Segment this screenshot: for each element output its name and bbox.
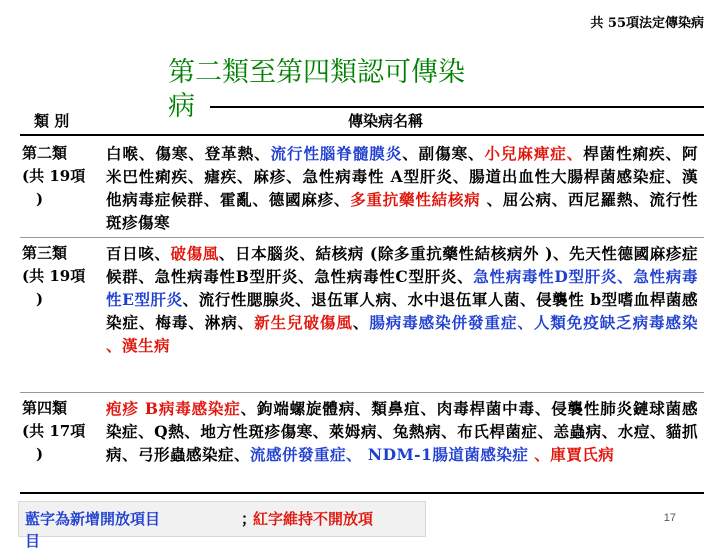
legend-blue-note-continued: 目: [25, 532, 41, 550]
disease-text-segment: 、流行性腮腺炎、退伍軍人病、水中退伍軍人菌、侵襲性 b型嗜血桿菌感染症、梅毒、淋病、: [106, 290, 698, 332]
legend-blue-note: 藍字為新增開放項目: [25, 510, 161, 528]
table-bottom-rule: [20, 492, 704, 494]
disease-text-segment: 流行性腦脊髓膜炎: [270, 144, 403, 163]
header-note: 共 55項法定傳染病: [590, 16, 704, 31]
column-header-disease-names: 傳染病名稱: [348, 112, 424, 130]
disease-text-segment: 小兒麻痺症、: [484, 144, 584, 163]
category-count-close: ): [36, 445, 44, 463]
column-header-category: 類 別: [34, 112, 70, 130]
disease-text-segment: 百日咳、: [106, 244, 171, 263]
disease-text-segment: 流感併發重症、 NDM-1腸道菌感染症: [250, 445, 535, 464]
disease-text-segment: 、鉤端螺旋體病、類鼻疽、肉毒桿菌中毒、侵襲性肺炎鏈球菌感染症、Q熱、地方性斑疹傷寒、萊姆病、兔熱病、布氏桿菌症、恙蟲病、水痘、貓抓病、弓形蟲感染症、: [106, 399, 698, 464]
legend-red-note: 紅字維持不開放項: [253, 510, 374, 528]
row-divider: [20, 392, 704, 393]
category-count-close: ): [36, 290, 44, 308]
title-line-1: 第二類至第四類認可傳染: [168, 57, 465, 88]
category-count: (共 19項: [22, 267, 86, 285]
category-count-close: ): [36, 190, 44, 208]
disease-text-segment: 白喉、傷寒、登革熱、: [106, 144, 271, 163]
disease-text-segment: 、日本腦炎、結核病 (除多重抗藥性結核病外 )、先天性德國麻疹症候群、急性病毒性B型肝炎、急性病毒性C型肝炎、: [106, 244, 698, 286]
disease-text-segment: 、副傷寒、: [402, 144, 485, 163]
category-count: (共 17項: [22, 422, 86, 440]
disease-text-segment: 破傷風: [170, 244, 219, 263]
category-4: [22, 397, 104, 466]
category-name: 第三類: [22, 244, 68, 262]
header-top-rule: [210, 106, 704, 108]
color-legend: [18, 501, 426, 550]
disease-text-segment: 新生兒破傷風: [254, 313, 353, 332]
row-divider: [20, 237, 704, 238]
disease-text-segment: 、屈公病、西尼羅熱、流行性斑疹傷寒: [106, 190, 698, 232]
disease-text-segment: 急性病毒性D型肝炎、急性病毒性E型肝炎: [106, 267, 698, 309]
disease-list-category-2: [106, 142, 698, 234]
disease-text-segment: 桿菌性痢疾、阿米巴性痢疾、瘧疾、麻疹、急性病毒性 A型肝炎、腸道出血性大腸桿菌感染症、漢他病毒症候群、霍亂、德國麻疹、: [106, 144, 698, 209]
category-count: (共 19項: [22, 167, 86, 185]
title-line-2: 病: [168, 91, 195, 122]
disease-list-category-4: [106, 397, 698, 466]
disease-text-segment: 疱疹 B病毒感染症: [106, 399, 241, 418]
category-name: 第二類: [22, 144, 68, 162]
disease-text-segment: 腸病毒感染併發重症、人類免疫缺乏病毒感染: [369, 313, 698, 332]
disease-text-segment: 、: [352, 313, 370, 332]
disease-list-category-3: [106, 242, 698, 357]
disease-text-segment: 多重抗藥性結核病: [350, 190, 481, 209]
category-3: [22, 242, 104, 311]
legend-separator: ；: [241, 510, 257, 528]
page-number: 17: [663, 512, 676, 524]
category-name: 第四類: [22, 399, 68, 417]
disease-text-segment: 、漢生病: [106, 336, 171, 355]
header-bottom-rule: [20, 134, 704, 136]
category-2: [22, 142, 104, 211]
disease-text-segment: 、庫賈氏病: [534, 445, 615, 464]
